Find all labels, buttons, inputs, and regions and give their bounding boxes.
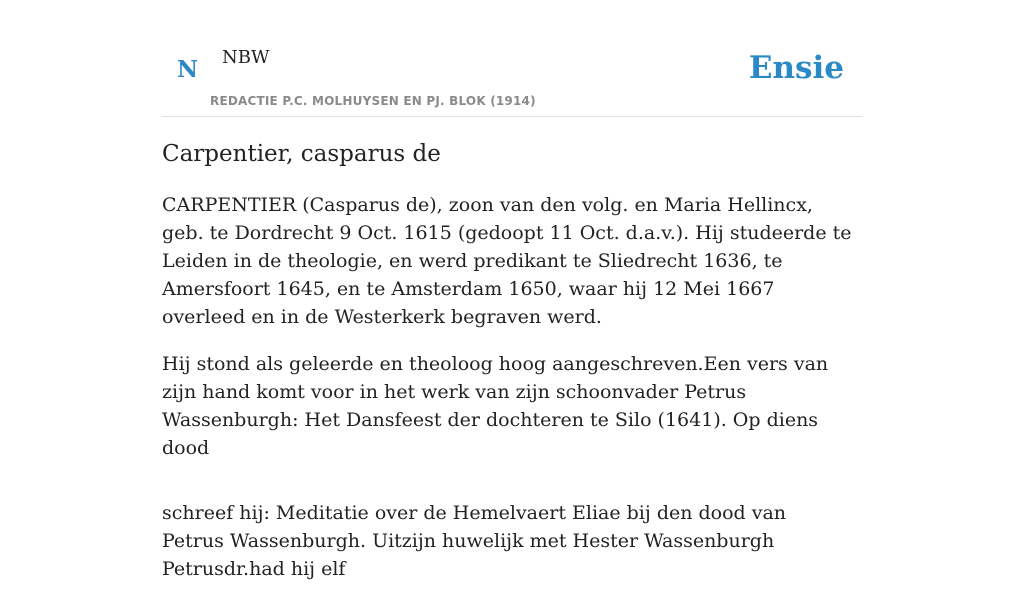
source-name[interactable]: NBW [222,47,270,68]
article-paragraph-1: CARPENTIER (Casparus de), zoon van den volg. en Maria Hellincx, geb. te Dordrecht 9 Oct. 1615 (gedoopt 11 Oct. d.a.v.). Hij studeerde te Leiden in de theologie, en werd predikant te Sliedrecht 1636, te Amersfoort 1645, en te Amsterdam 1650, waar hij 12 Mei 1667 overleed en in de Westerkerk begraven werd. [162,194,852,328]
article-paragraph-3: schreef hij: Meditatie over de Hemelvaert Eliae bij den dood van Petrus Wassenburgh. Uitzijn huwelijk met Hester Wassenburgh Petrusdr.had hij elf [162,502,787,580]
source-subtitle: REDACTIE P.C. MOLHUYSEN EN PJ. BLOK (1914) [210,94,536,108]
article-body [162,138,852,602]
brand-logo[interactable]: Ensie [748,50,844,86]
source-header [162,0,862,117]
article-title: Carpentier, casparus de [162,141,441,167]
article-paragraph-2: Hij stond als geleerde en theoloog hoog aangeschreven.Een vers van zijn hand komt voor in het werk van zijn schoonvader Petrus Wassenburgh: Het Dansfeest der dochteren te Silo (1641). Op diens dood [162,353,829,459]
source-logo-icon[interactable]: N [177,56,199,83]
